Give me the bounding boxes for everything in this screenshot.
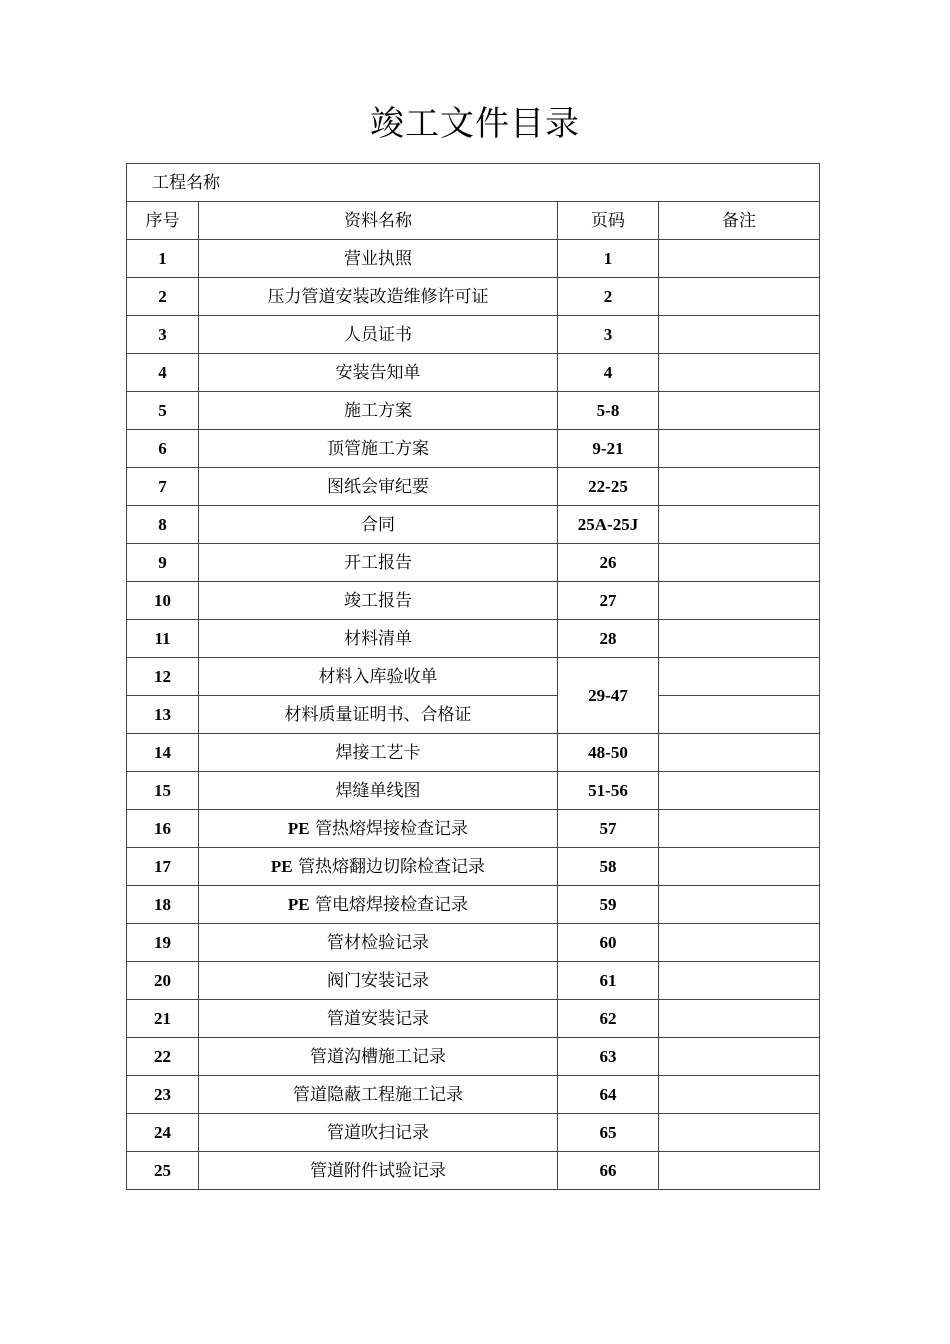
row-seq: 16 <box>127 810 199 848</box>
header-seq: 序号 <box>127 202 199 240</box>
row-seq: 20 <box>127 962 199 1000</box>
row-seq: 10 <box>127 582 199 620</box>
row-seq: 1 <box>127 240 199 278</box>
row-remark <box>659 696 820 734</box>
row-name-text: 管热熔焊接检查记录 <box>315 818 469 839</box>
row-page: 3 <box>558 316 659 354</box>
row-page: 4 <box>558 354 659 392</box>
row-page: 64 <box>558 1076 659 1114</box>
row-remark <box>659 544 820 582</box>
row-name <box>199 354 558 392</box>
row-remark <box>659 1152 820 1190</box>
table-row <box>127 316 820 354</box>
row-page: 60 <box>558 924 659 962</box>
table-row <box>127 1000 820 1038</box>
project-row <box>127 164 820 202</box>
row-name <box>199 544 558 582</box>
row-page: 48-50 <box>558 734 659 772</box>
row-page: 28 <box>558 620 659 658</box>
table-row <box>127 1038 820 1076</box>
row-name-text: 材料入库验收单 <box>318 666 438 687</box>
table-row <box>127 430 820 468</box>
row-page: 29-47 <box>558 658 659 734</box>
row-name-text: 管道安装记录 <box>327 1008 429 1029</box>
row-page: 59 <box>558 886 659 924</box>
table-row <box>127 886 820 924</box>
row-name <box>199 962 558 1000</box>
row-remark <box>659 1114 820 1152</box>
table-row <box>127 468 820 506</box>
row-remark <box>659 848 820 886</box>
row-remark <box>659 430 820 468</box>
row-name-text: 管道吹扫记录 <box>327 1122 429 1143</box>
row-page: 63 <box>558 1038 659 1076</box>
row-seq: 25 <box>127 1152 199 1190</box>
row-remark <box>659 620 820 658</box>
row-remark <box>659 468 820 506</box>
row-seq: 13 <box>127 696 199 734</box>
row-name <box>199 392 558 430</box>
catalog-table-body <box>127 164 820 1190</box>
row-name-text: 人员证书 <box>344 324 412 345</box>
row-seq: 8 <box>127 506 199 544</box>
table-row <box>127 392 820 430</box>
row-page: 1 <box>558 240 659 278</box>
row-name <box>199 240 558 278</box>
row-name-text: 焊缝单线图 <box>335 780 421 801</box>
row-name-text: 焊接工艺卡 <box>335 742 421 763</box>
row-name-text: 材料清单 <box>344 628 412 649</box>
header-remark: 备注 <box>659 202 820 240</box>
row-seq: 6 <box>127 430 199 468</box>
row-name-text: 合同 <box>361 514 395 535</box>
row-name <box>199 316 558 354</box>
row-name <box>199 886 558 924</box>
row-name <box>199 658 558 696</box>
row-remark <box>659 962 820 1000</box>
row-seq: 17 <box>127 848 199 886</box>
row-remark <box>659 734 820 772</box>
row-name <box>199 582 558 620</box>
row-page: 65 <box>558 1114 659 1152</box>
header-page: 页码 <box>558 202 659 240</box>
row-name-text: 压力管道安装改造维修许可证 <box>267 286 489 307</box>
row-remark <box>659 886 820 924</box>
row-name <box>199 278 558 316</box>
table-row <box>127 810 820 848</box>
row-remark <box>659 1000 820 1038</box>
header-name: 资料名称 <box>199 202 558 240</box>
table-row <box>127 620 820 658</box>
row-page: 61 <box>558 962 659 1000</box>
row-remark <box>659 1038 820 1076</box>
row-name-text: 管道沟槽施工记录 <box>310 1046 446 1067</box>
row-remark <box>659 240 820 278</box>
table-row <box>127 772 820 810</box>
row-page: 66 <box>558 1152 659 1190</box>
row-remark <box>659 810 820 848</box>
row-seq: 21 <box>127 1000 199 1038</box>
row-name-text: 竣工报告 <box>344 590 412 611</box>
row-seq: 9 <box>127 544 199 582</box>
table-row <box>127 506 820 544</box>
table-row <box>127 240 820 278</box>
row-name <box>199 810 558 848</box>
row-seq: 15 <box>127 772 199 810</box>
table-row <box>127 544 820 582</box>
row-name <box>199 772 558 810</box>
row-remark <box>659 924 820 962</box>
row-seq: 19 <box>127 924 199 962</box>
row-seq: 12 <box>127 658 199 696</box>
row-name <box>199 1076 558 1114</box>
row-seq: 5 <box>127 392 199 430</box>
row-name <box>199 1000 558 1038</box>
row-remark <box>659 1076 820 1114</box>
row-name-text: 顶管施工方案 <box>327 438 429 459</box>
row-seq: 24 <box>127 1114 199 1152</box>
row-remark <box>659 582 820 620</box>
row-name <box>199 1038 558 1076</box>
row-name-text: 营业执照 <box>344 248 412 269</box>
row-name-prefix: PE <box>287 894 310 914</box>
table-row <box>127 658 820 696</box>
row-name-prefix: PE <box>287 818 310 838</box>
table-row <box>127 924 820 962</box>
row-page: 9-21 <box>558 430 659 468</box>
row-seq: 3 <box>127 316 199 354</box>
row-name-text: 图纸会审纪要 <box>327 476 429 497</box>
row-name <box>199 1152 558 1190</box>
row-remark <box>659 354 820 392</box>
row-name-text: 安装告知单 <box>335 362 421 383</box>
row-name <box>199 734 558 772</box>
row-name-text: 管道隐蔽工程施工记录 <box>293 1084 463 1105</box>
row-name-prefix: PE <box>270 856 293 876</box>
project-name-cell <box>127 164 820 202</box>
row-seq: 18 <box>127 886 199 924</box>
row-page: 2 <box>558 278 659 316</box>
table-row <box>127 354 820 392</box>
row-name <box>199 848 558 886</box>
row-name-text: 管材检验记录 <box>327 932 429 953</box>
row-name <box>199 430 558 468</box>
row-page: 62 <box>558 1000 659 1038</box>
row-page: 58 <box>558 848 659 886</box>
row-name-text: 管热熔翻边切除检查记录 <box>298 856 486 877</box>
table-row <box>127 1114 820 1152</box>
row-seq: 22 <box>127 1038 199 1076</box>
row-page: 22-25 <box>558 468 659 506</box>
row-name <box>199 924 558 962</box>
row-name <box>199 696 558 734</box>
row-seq: 4 <box>127 354 199 392</box>
row-seq: 11 <box>127 620 199 658</box>
project-name-label: 工程名称 <box>152 172 220 193</box>
row-name-text: 施工方案 <box>344 400 412 421</box>
catalog-table <box>126 163 820 1190</box>
row-remark <box>659 278 820 316</box>
table-row <box>127 1076 820 1114</box>
table-row <box>127 278 820 316</box>
row-remark <box>659 658 820 696</box>
row-name-text: 阀门安装记录 <box>327 970 429 991</box>
header-row <box>127 202 820 240</box>
row-remark <box>659 316 820 354</box>
row-seq: 23 <box>127 1076 199 1114</box>
row-name-text: 开工报告 <box>344 552 412 573</box>
table-row <box>127 582 820 620</box>
row-name-text: 管道附件试验记录 <box>310 1160 446 1181</box>
row-name <box>199 620 558 658</box>
row-page: 57 <box>558 810 659 848</box>
row-remark <box>659 392 820 430</box>
table-row <box>127 848 820 886</box>
row-page: 25A-25J <box>558 506 659 544</box>
row-page: 27 <box>558 582 659 620</box>
table-row <box>127 734 820 772</box>
row-remark <box>659 772 820 810</box>
row-name-text: 材料质量证明书、合格证 <box>284 704 472 725</box>
row-name-text: 管电熔焊接检查记录 <box>315 894 469 915</box>
row-remark <box>659 506 820 544</box>
row-name <box>199 506 558 544</box>
row-page: 26 <box>558 544 659 582</box>
table-row <box>127 962 820 1000</box>
row-page: 51-56 <box>558 772 659 810</box>
document-title: 竣工文件目录 <box>370 104 580 144</box>
row-seq: 14 <box>127 734 199 772</box>
row-seq: 7 <box>127 468 199 506</box>
table-row <box>127 1152 820 1190</box>
row-page: 5-8 <box>558 392 659 430</box>
row-name <box>199 468 558 506</box>
row-seq: 2 <box>127 278 199 316</box>
table-row <box>127 696 820 734</box>
row-name <box>199 1114 558 1152</box>
